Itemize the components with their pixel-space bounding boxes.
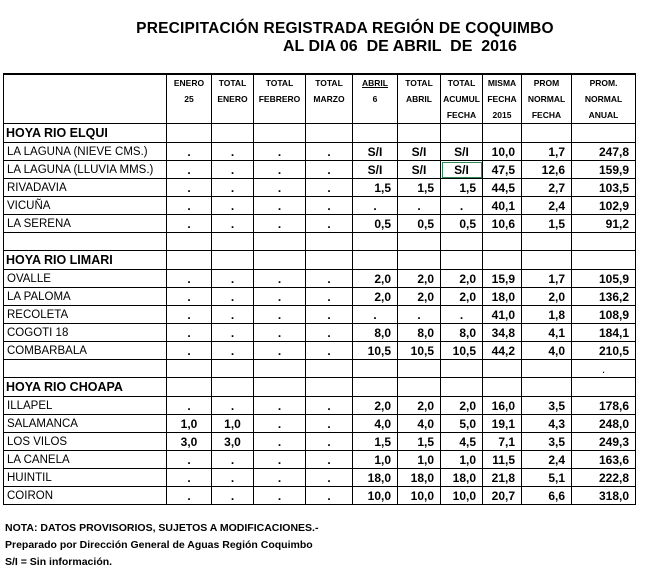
- section-empty-cell: [398, 378, 441, 397]
- station-row: [4, 306, 636, 324]
- station-name: COMBARBALA: [4, 342, 167, 360]
- station-value: 2,0: [398, 270, 441, 288]
- header-blank: [4, 91, 167, 107]
- station-name: ILLAPEL: [4, 397, 167, 415]
- header-cell: NORMAL: [572, 91, 636, 107]
- spacer-cell: [212, 233, 254, 251]
- section-empty-cell: [306, 378, 353, 397]
- station-value: 318,0: [572, 487, 636, 505]
- section-empty-cell: [398, 124, 441, 143]
- section-empty-cell: [353, 124, 398, 143]
- section-empty-cell: [212, 378, 254, 397]
- station-value: .: [167, 469, 212, 487]
- station-value: 2,7: [522, 179, 572, 197]
- section-empty-cell: [167, 378, 212, 397]
- header-cell: PROM.: [572, 74, 636, 91]
- station-value: 178,6: [572, 397, 636, 415]
- station-value: .: [212, 179, 254, 197]
- station-value: 8,0: [353, 324, 398, 342]
- station-value: 10,5: [441, 342, 483, 360]
- header-cell: ANUAL: [572, 107, 636, 124]
- station-value: 8,0: [441, 324, 483, 342]
- spacer-row: [4, 233, 636, 251]
- station-value: .: [306, 397, 353, 415]
- station-value: 91,2: [572, 215, 636, 233]
- station-value: 10,0: [441, 487, 483, 505]
- station-value: 19,1: [483, 415, 522, 433]
- station-value: 16,0: [483, 397, 522, 415]
- station-value: 159,9: [572, 161, 636, 179]
- station-value: .: [306, 433, 353, 451]
- station-value: .: [212, 288, 254, 306]
- station-value: 2,0: [441, 397, 483, 415]
- station-value: 4,0: [398, 415, 441, 433]
- station-row: [4, 270, 636, 288]
- station-value: 15,9: [483, 270, 522, 288]
- spacer-cell: [254, 360, 306, 378]
- station-value: S/I: [353, 161, 398, 179]
- footnotes: [5, 520, 318, 571]
- station-value: 136,2: [572, 288, 636, 306]
- station-value: 47,5: [483, 161, 522, 179]
- station-name: RECOLETA: [4, 306, 167, 324]
- spacer-cell: [522, 360, 572, 378]
- header-cell: 2015: [483, 107, 522, 124]
- spacer-cell: [306, 233, 353, 251]
- header-cell: 25: [167, 91, 212, 107]
- station-value: .: [306, 451, 353, 469]
- station-value: 249,3: [572, 433, 636, 451]
- station-value: .: [254, 433, 306, 451]
- station-value: .: [212, 306, 254, 324]
- station-value: .: [254, 215, 306, 233]
- header-cell: TOTAL: [398, 74, 441, 91]
- station-value: .: [254, 197, 306, 215]
- section-empty-cell: [483, 124, 522, 143]
- station-value: 18,0: [483, 288, 522, 306]
- station-value: .: [306, 324, 353, 342]
- station-value: .: [398, 306, 441, 324]
- station-value: 10,5: [353, 342, 398, 360]
- spacer-cell: [398, 233, 441, 251]
- header-cell: [167, 107, 212, 124]
- header-cell: MARZO: [306, 91, 353, 107]
- header-cell: TOTAL: [441, 74, 483, 91]
- spacer-cell: [4, 360, 167, 378]
- station-row: [4, 324, 636, 342]
- station-value: 4,3: [522, 415, 572, 433]
- station-value: 11,5: [483, 451, 522, 469]
- station-row: [4, 397, 636, 415]
- station-value: 222,8: [572, 469, 636, 487]
- station-value: .: [212, 270, 254, 288]
- station-value: 10,5: [398, 342, 441, 360]
- section-empty-cell: [306, 251, 353, 270]
- station-value: 2,0: [353, 270, 398, 288]
- spacer-cell: [4, 233, 167, 251]
- header-cell: [353, 107, 398, 124]
- station-name: LA LAGUNA (LLUVIA MMS.): [4, 161, 167, 179]
- header-cell: NORMAL: [522, 91, 572, 107]
- spacer-cell: [483, 360, 522, 378]
- header-cell: [212, 107, 254, 124]
- station-value: .: [353, 197, 398, 215]
- station-value: 2,0: [353, 397, 398, 415]
- header-cell: FEBRERO: [254, 91, 306, 107]
- section-empty-cell: [522, 251, 572, 270]
- station-value: 2,0: [522, 288, 572, 306]
- station-value: .: [167, 270, 212, 288]
- station-value: 8,0: [398, 324, 441, 342]
- station-value: 1,5: [441, 179, 483, 197]
- station-value: .: [167, 179, 212, 197]
- station-row: [4, 469, 636, 487]
- spacer-cell: [353, 233, 398, 251]
- section-empty-cell: [212, 124, 254, 143]
- station-value: .: [212, 324, 254, 342]
- spacer-cell: [522, 233, 572, 251]
- station-value: S/I: [441, 143, 483, 161]
- report-date: AL DIA 06 DE ABRIL DE 2016: [283, 38, 517, 55]
- section-empty-cell: [167, 251, 212, 270]
- station-value: 2,0: [398, 397, 441, 415]
- spacer-cell: [254, 233, 306, 251]
- section-empty-cell: [306, 124, 353, 143]
- section-empty-cell: [353, 378, 398, 397]
- station-value: 3,5: [522, 397, 572, 415]
- station-value: 108,9: [572, 306, 636, 324]
- station-value: .: [167, 342, 212, 360]
- header-row: [4, 91, 636, 107]
- station-value: .: [254, 179, 306, 197]
- station-value: .: [167, 397, 212, 415]
- station-name: LOS VILOS: [4, 433, 167, 451]
- station-value: .: [306, 215, 353, 233]
- spacer-cell: [441, 360, 483, 378]
- station-name: LA SERENA: [4, 215, 167, 233]
- section-empty-cell: [572, 124, 636, 143]
- header-cell: TOTAL: [306, 74, 353, 91]
- station-value: .: [441, 197, 483, 215]
- station-value: .: [167, 197, 212, 215]
- station-value: 4,0: [353, 415, 398, 433]
- station-value: 21,8: [483, 469, 522, 487]
- station-value: 210,5: [572, 342, 636, 360]
- station-value: 4,1: [522, 324, 572, 342]
- spacer-cell: [167, 360, 212, 378]
- station-value: .: [398, 197, 441, 215]
- station-value: .: [212, 397, 254, 415]
- station-name: LA CANELA: [4, 451, 167, 469]
- station-value: 4,0: [522, 342, 572, 360]
- station-value: S/I: [398, 161, 441, 179]
- station-value: 2,4: [522, 197, 572, 215]
- station-value: .: [306, 197, 353, 215]
- section-title: HOYA RIO ELQUI: [4, 124, 167, 143]
- spacer-cell: [572, 233, 636, 251]
- station-value: .: [167, 161, 212, 179]
- station-value: 20,7: [483, 487, 522, 505]
- station-value: 2,0: [398, 288, 441, 306]
- station-value: .: [212, 143, 254, 161]
- station-value: S/I: [353, 143, 398, 161]
- station-value: 18,0: [441, 469, 483, 487]
- station-value: .: [212, 451, 254, 469]
- station-value: 1,5: [398, 433, 441, 451]
- section-header: [4, 124, 636, 143]
- section-empty-cell: [398, 251, 441, 270]
- station-value: 18,0: [353, 469, 398, 487]
- station-value: 7,1: [483, 433, 522, 451]
- station-value: .: [254, 415, 306, 433]
- station-value: .: [306, 288, 353, 306]
- section-title: HOYA RIO CHOAPA: [4, 378, 167, 397]
- station-value: 10,6: [483, 215, 522, 233]
- station-value: S/I: [398, 143, 441, 161]
- station-value: 248,0: [572, 415, 636, 433]
- station-value: 2,0: [441, 288, 483, 306]
- station-value: 1,5: [353, 433, 398, 451]
- station-value: .: [353, 306, 398, 324]
- header-cell: FECHA: [483, 91, 522, 107]
- station-value: .: [306, 487, 353, 505]
- station-value: .: [167, 306, 212, 324]
- section-empty-cell: [212, 251, 254, 270]
- station-value: 0,5: [353, 215, 398, 233]
- section-empty-cell: [353, 251, 398, 270]
- section-empty-cell: [441, 378, 483, 397]
- station-value: .: [254, 451, 306, 469]
- station-name: COIRON: [4, 487, 167, 505]
- station-value: 41,0: [483, 306, 522, 324]
- station-value: 184,1: [572, 324, 636, 342]
- header-cell: FECHA: [441, 107, 483, 124]
- header-cell: TOTAL: [254, 74, 306, 91]
- station-value: 1,0: [167, 415, 212, 433]
- header-cell: ENERO: [167, 74, 212, 91]
- station-row: [4, 215, 636, 233]
- station-value: 1,7: [522, 270, 572, 288]
- section-empty-cell: [254, 124, 306, 143]
- station-value: .: [306, 469, 353, 487]
- station-row: [4, 487, 636, 505]
- station-row: [4, 451, 636, 469]
- station-name: RIVADAVIA: [4, 179, 167, 197]
- station-name: SALAMANCA: [4, 415, 167, 433]
- header-cell: ABRIL: [398, 91, 441, 107]
- header-cell: [306, 107, 353, 124]
- station-value: 163,6: [572, 451, 636, 469]
- station-name: VICUÑA: [4, 197, 167, 215]
- station-row: [4, 179, 636, 197]
- station-value: .: [306, 179, 353, 197]
- spacer-cell: [353, 360, 398, 378]
- header-cell: FECHA: [522, 107, 572, 124]
- station-value: S/I: [441, 161, 483, 179]
- station-value: 1,0: [353, 451, 398, 469]
- header-cell: PROM: [522, 74, 572, 91]
- station-value: .: [254, 469, 306, 487]
- station-value: 2,4: [522, 451, 572, 469]
- station-value: .: [254, 143, 306, 161]
- station-value: .: [212, 161, 254, 179]
- section-empty-cell: [483, 251, 522, 270]
- station-value: 2,0: [353, 288, 398, 306]
- station-row: [4, 342, 636, 360]
- station-value: .: [254, 288, 306, 306]
- station-value: 5,0: [441, 415, 483, 433]
- station-value: 10,0: [483, 143, 522, 161]
- station-row: [4, 197, 636, 215]
- station-value: .: [167, 215, 212, 233]
- station-value: .: [306, 270, 353, 288]
- station-value: 34,8: [483, 324, 522, 342]
- header-cell: ACUMUL: [441, 91, 483, 107]
- station-row: [4, 415, 636, 433]
- station-value: 1,5: [353, 179, 398, 197]
- station-name: LA PALOMA: [4, 288, 167, 306]
- station-value: .: [254, 487, 306, 505]
- station-value: 1,0: [212, 415, 254, 433]
- station-value: .: [167, 143, 212, 161]
- station-value: .: [254, 324, 306, 342]
- station-value: 44,5: [483, 179, 522, 197]
- spacer-cell: [441, 233, 483, 251]
- spacer-row: [4, 360, 636, 378]
- station-row: [4, 161, 636, 179]
- station-value: .: [167, 487, 212, 505]
- station-value: 3,5: [522, 433, 572, 451]
- note-si-legend: S/I = Sin información.: [5, 556, 113, 568]
- station-row: [4, 433, 636, 451]
- station-value: .: [167, 451, 212, 469]
- station-value: .: [254, 270, 306, 288]
- station-value: .: [306, 161, 353, 179]
- header-blank: [4, 107, 167, 124]
- station-name: OVALLE: [4, 270, 167, 288]
- header-row: [4, 74, 636, 91]
- station-value: .: [212, 342, 254, 360]
- station-value: 105,9: [572, 270, 636, 288]
- station-value: .: [212, 487, 254, 505]
- precipitation-table: [3, 73, 636, 505]
- station-name: HUINTIL: [4, 469, 167, 487]
- section-empty-cell: [483, 378, 522, 397]
- station-value: 1,5: [522, 215, 572, 233]
- section-empty-cell: [572, 251, 636, 270]
- header-blank: [4, 74, 167, 91]
- spacer-cell: [167, 233, 212, 251]
- station-value: 0,5: [441, 215, 483, 233]
- station-value: 18,0: [398, 469, 441, 487]
- header-row: [4, 107, 636, 124]
- header-cell: ENERO: [212, 91, 254, 107]
- section-header: [4, 251, 636, 270]
- section-empty-cell: [167, 124, 212, 143]
- station-value: 3,0: [212, 433, 254, 451]
- station-value: .: [254, 342, 306, 360]
- note-prepared-by: Preparado por Dirección General de Aguas Región Coquimbo: [5, 539, 313, 551]
- header-cell: [398, 107, 441, 124]
- header-cell: ABRIL: [353, 74, 398, 91]
- station-value: 247,8: [572, 143, 636, 161]
- station-value: .: [306, 143, 353, 161]
- station-value: .: [306, 342, 353, 360]
- station-value: 1,0: [398, 451, 441, 469]
- station-value: 103,5: [572, 179, 636, 197]
- section-empty-cell: [441, 124, 483, 143]
- note-provisional: NOTA: DATOS PROVISORIOS, SUJETOS A MODIFICACIONES.-: [5, 522, 319, 534]
- header-cell: 6: [353, 91, 398, 107]
- section-header: [4, 378, 636, 397]
- station-value: 10,0: [398, 487, 441, 505]
- station-value: 10,0: [353, 487, 398, 505]
- section-empty-cell: [522, 124, 572, 143]
- station-value: 4,5: [441, 433, 483, 451]
- station-row: [4, 143, 636, 161]
- station-value: 12,6: [522, 161, 572, 179]
- station-value: 6,6: [522, 487, 572, 505]
- station-value: 1,8: [522, 306, 572, 324]
- station-name: LA LAGUNA (NIEVE CMS.): [4, 143, 167, 161]
- station-row: [4, 288, 636, 306]
- station-value: .: [212, 197, 254, 215]
- station-value: 5,1: [522, 469, 572, 487]
- station-value: 2,0: [441, 270, 483, 288]
- spacer-cell: [212, 360, 254, 378]
- station-value: 1,5: [398, 179, 441, 197]
- header-cell: MISMA: [483, 74, 522, 91]
- station-value: .: [441, 306, 483, 324]
- spacer-cell: .: [572, 360, 636, 378]
- station-value: .: [167, 324, 212, 342]
- section-empty-cell: [572, 378, 636, 397]
- station-value: 0,5: [398, 215, 441, 233]
- station-value: .: [212, 469, 254, 487]
- section-empty-cell: [522, 378, 572, 397]
- section-empty-cell: [441, 251, 483, 270]
- station-value: .: [167, 288, 212, 306]
- station-value: .: [306, 415, 353, 433]
- header-cell: TOTAL: [212, 74, 254, 91]
- station-value: 40,1: [483, 197, 522, 215]
- station-value: 1,0: [441, 451, 483, 469]
- section-empty-cell: [254, 251, 306, 270]
- station-value: 102,9: [572, 197, 636, 215]
- report-title: PRECIPITACIÓN REGISTRADA REGIÓN DE COQUIMBO: [136, 20, 554, 37]
- station-value: .: [254, 161, 306, 179]
- station-name: COGOTI 18: [4, 324, 167, 342]
- station-value: 1,7: [522, 143, 572, 161]
- station-value: .: [212, 215, 254, 233]
- spacer-cell: [306, 360, 353, 378]
- spacer-cell: [483, 233, 522, 251]
- section-empty-cell: [254, 378, 306, 397]
- station-value: .: [254, 397, 306, 415]
- header-cell: [254, 107, 306, 124]
- spacer-cell: [398, 360, 441, 378]
- section-title: HOYA RIO LIMARI: [4, 251, 167, 270]
- station-value: 44,2: [483, 342, 522, 360]
- station-value: 3,0: [167, 433, 212, 451]
- station-value: .: [254, 306, 306, 324]
- station-value: .: [306, 306, 353, 324]
